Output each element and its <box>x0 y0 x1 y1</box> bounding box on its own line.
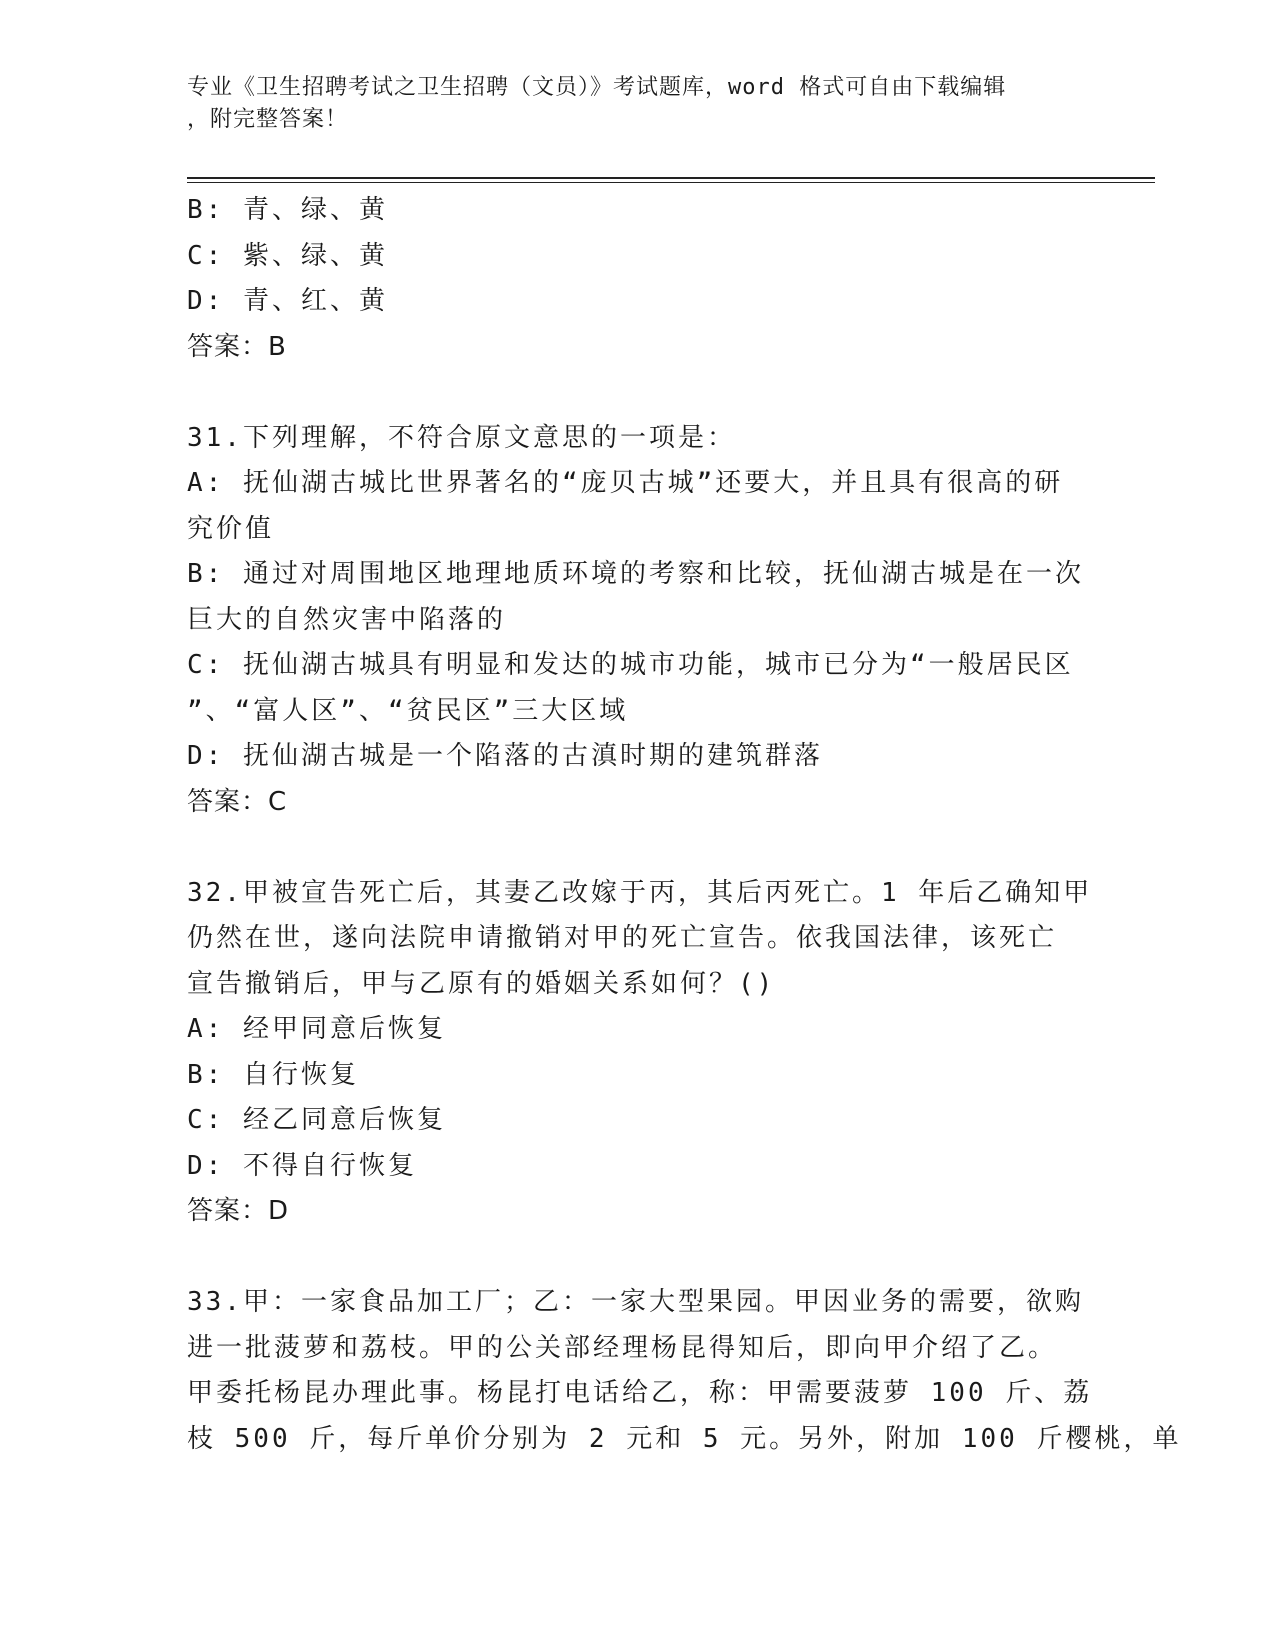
header-line-1: 专业《卫生招聘考试之卫生招聘（文员）》考试题库，word 格式可自由下载编辑 <box>187 75 1007 100</box>
document-body <box>187 188 1182 1462</box>
q30-answer: 答案：B <box>187 331 287 362</box>
document-header <box>187 72 1067 136</box>
q31-answer: 答案：C <box>187 786 288 817</box>
q32-option-c: C: 经乙同意后恢复 <box>187 1105 446 1135</box>
spacer <box>187 370 1077 416</box>
question-30-continued <box>187 188 1077 370</box>
q32-stem-line-1: 32.甲被宣告死亡后，其妻乙改嫁于丙，其后丙死亡。1 年后乙确知甲 <box>187 877 1093 908</box>
q33-stem-line-4: 枝 500 斤，每斤单价分别为 2 元和 5 元。另外，附加 100 斤樱桃，单 <box>187 1423 1182 1454</box>
q31-stem: 31.下列理解，不符合原文意思的一项是： <box>187 422 736 453</box>
q31-option-c-line-2: ”、“富人区”、“贫民区”三大区域 <box>187 695 629 726</box>
spacer <box>187 1235 1077 1281</box>
q31-option-a-line-1: A: 抚仙湖古城比世界著名的“庞贝古城”还要大，并且具有很高的研 <box>187 468 1064 498</box>
q30-option-d: D: 青、红、黄 <box>187 286 388 316</box>
q31-option-c-line-1: C: 抚仙湖古城具有明显和发达的城市功能，城市已分为“一般居民区 <box>187 650 1074 680</box>
question-31 <box>187 416 1084 826</box>
q32-answer: 答案：D <box>187 1196 290 1226</box>
q32-option-a: A: 经甲同意后恢复 <box>187 1014 446 1044</box>
q31-option-b-line-2: 巨大的自然灾害中陷落的 <box>187 604 507 635</box>
q33-stem-line-1: 33.甲：一家食品加工厂；乙：一家大型果园。甲因业务的需要，欲购 <box>187 1287 1084 1317</box>
header-divider-thick <box>187 177 1155 179</box>
q33-stem-line-2: 进一批菠萝和荔枝。甲的公关部经理杨昆得知后，即向甲介绍了乙。 <box>187 1332 1058 1363</box>
q31-option-a-line-2: 究价值 <box>187 513 275 544</box>
q30-option-b: B: 青、绿、黄 <box>187 195 388 225</box>
q30-option-c: C: 紫、绿、黄 <box>187 240 388 271</box>
spacer <box>187 825 1077 871</box>
q31-option-b-line-1: B: 通过对周围地区地理地质环境的考察和比较，抚仙湖古城是在一次 <box>187 559 1084 589</box>
q31-option-d: D: 抚仙湖古城是一个陷落的古滇时期的建筑群落 <box>187 741 823 771</box>
header-divider-thin <box>187 182 1155 183</box>
question-33 <box>187 1280 1182 1462</box>
q33-stem-line-3: 甲委托杨昆办理此事。杨昆打电话给乙，称：甲需要菠萝 100 斤、荔 <box>187 1378 1093 1408</box>
q32-option-b: B: 自行恢复 <box>187 1059 359 1090</box>
q32-stem-line-2: 仍然在世，遂向法院申请撤销对甲的死亡宣告。依我国法律，该死亡 <box>187 923 1058 953</box>
q32-option-d: D: 不得自行恢复 <box>187 1150 417 1181</box>
header-line-2: ，附完整答案！ <box>187 107 349 132</box>
question-32 <box>187 871 1093 1235</box>
q32-stem-line-3: 宣告撤销后，甲与乙原有的婚姻关系如何？() <box>187 968 776 999</box>
